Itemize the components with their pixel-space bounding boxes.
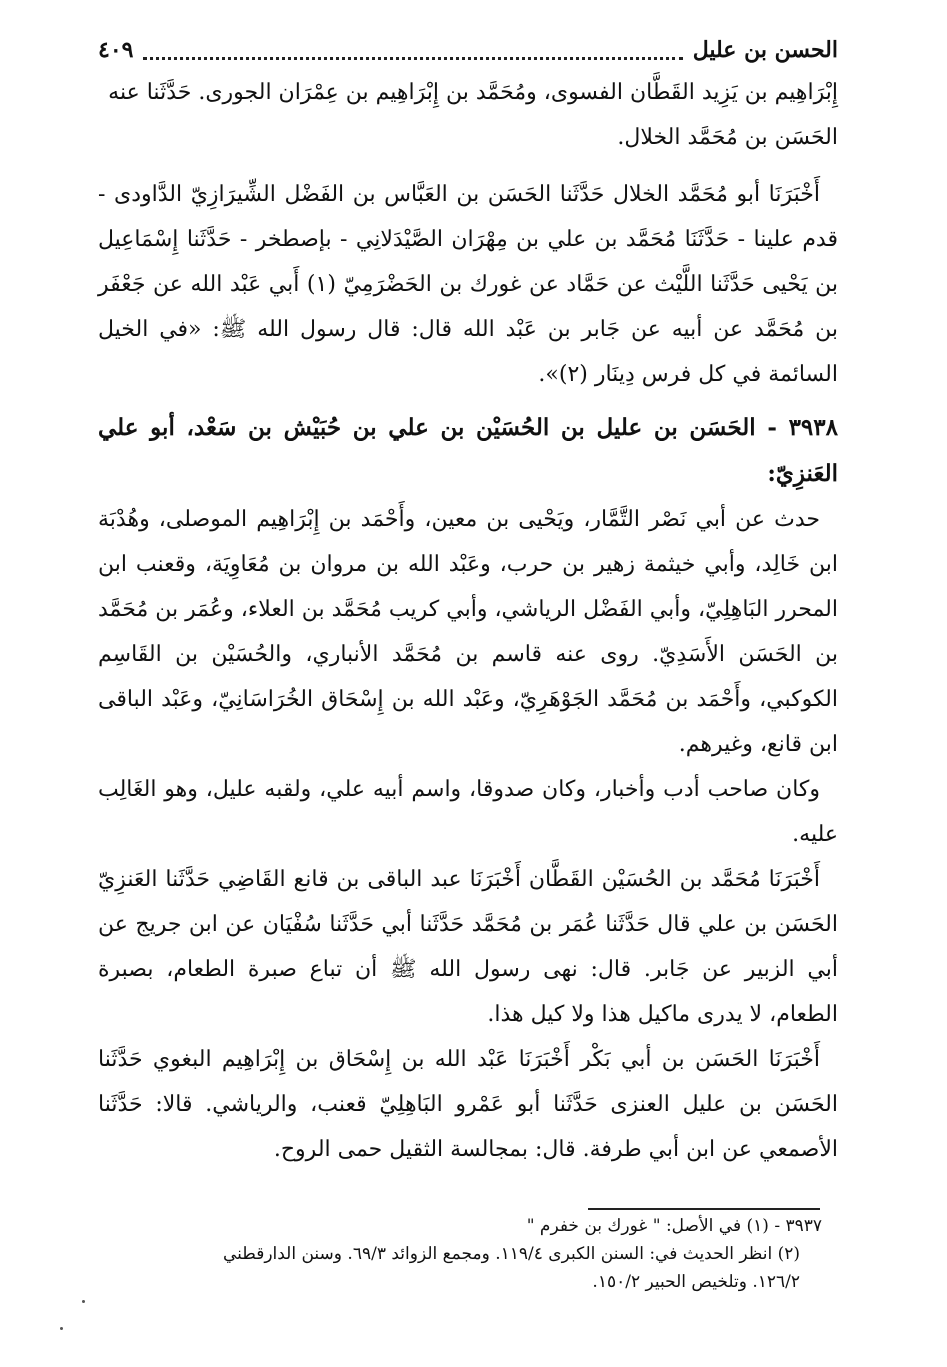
page-number: ٤٠٩ (98, 37, 134, 63)
paragraph-hadith-khayl: أَخْبَرَنَا أبو مُحَمَّد الخلال حَدَّثَنا الحَسَن بن العَبَّاس بن الفَضْل الشِّيرَازِيّ الدَّاودى - قدم علينا - حَدَّثَنَا مُحَمَّد بن علي بن مِهْرَان الصَّيْدَلانِي - بإصطخر - حَدَّثَنا إِسْمَاعِيل بن يَحْيى حَدَّثَنا اللَّيْث عن حَمَّاد عن غورك بن الحَضْرَمِيّ (١) أَبي عَبْد الله عن جَعْفَر بن مُحَمَّد عن أبيه عن جَابر بن عَبْد الله قال: قال رسول الله ﷺ: «في الخيل السائمة في كل فرس دِينَار (٢)». (98, 182, 838, 387)
book-page (98, 30, 838, 1172)
footnote-1: ٣٩٣٧ - (١) في الأصل: " غورك بن خفرم " (526, 1216, 822, 1236)
running-title: الحسن بن عليل (692, 37, 838, 63)
paragraph-continuation-line-1: إِبْرَاهِيم بن يَزِيد القَطَّان الفسوى، ومُحَمَّد بن إِبْرَاهِيم بن عِمْرَان الجورى. حَدَّثَنا عنه (108, 80, 838, 105)
paragraph-continuation-line-2: الحَسَن بن مُحَمَّد الخلال. (617, 125, 838, 150)
entry-heading-3938: ٣٩٣٨ - الحَسَن بن عليل بن الحُسَيْن بن علي بن حُبَيْش بن سَعْد، أبو علي العَنزِيّ: (98, 414, 838, 487)
running-header (98, 30, 838, 70)
footnote-2-line-2: ١٢٦/٢. وتلخيص الحبير ١٥٠/٢. (592, 1272, 800, 1292)
paragraph-hadith-subra: أَخْبَرَنَا مُحَمَّد بن الحُسَيْن القَطَّان أَخْبَرَنَا عبد الباقى بن قانع القَاضِي حَدَّثَنا العَنزِيّ الحَسَن بن علي قال حَدَّثَنا عُمَر بن مُحَمَّد حَدَّثَنا أبي حَدَّثَنا سُفْيَان عن ابن جريج عن أبي الزبير عن جَابر. قال: نهى رسول الله ﷺ أن تباع صبرة الطعام، بصبرة الطعام، لا يدرى ماكيل هذا ولا كيل هذا. (98, 867, 838, 1027)
scan-speck (82, 1300, 85, 1303)
paragraph-description: وكان صاحب أدب وأخبار، وكان صدوقا، واسم أبيه علي، ولقبه عليل، وهو الغَالِب عليه. (98, 777, 838, 847)
footnotes-block (70, 1212, 822, 1296)
paragraph-narrators: حدث عن أبي نَصْر التَّمَّار، ويَحْيى بن معين، وأَحْمَد بن إِبْرَاهِيم الموصلى، وهُدْبَة ابن خَالِد، وأبي خيثمة زهير بن حرب، وعَبْد الله بن مروان بن مُعَاوِيَة، وقعنب ابن المحرر البَاهِلِيّ، وأبي الفَضْل الرياشي، وأبي كريب مُحَمَّد بن العلاء، وعُمَر بن مُحَمَّد بن الحَسَن الأَسَدِيّ. روى عنه قاسم بن مُحَمَّد الأنباري، والحُسَيْن بن القَاسِم الكوكبي، وأَحْمَد بن مُحَمَّد الجَوْهَرِيّ، وعَبْد الله بن إِسْحَاق الخُرَاسَانِيّ، وعَبْد الباقى ابن قانع، وغيرهم. (98, 507, 838, 757)
footnote-separator-rule (588, 1208, 820, 1210)
paragraph-hadith-thaqil: أَخْبَرَنَا الحَسَن بن أبي بَكْر أَخْبَرَنَا عَبْد الله بن إِسْحَاق بن إِبْرَاهِيم البغوي حَدَّثَنا الحَسَن بن عليل العنزى حَدَّثَنا أبو عَمْرو البَاهِلِيّ قعنب، والرياشي. قالا: حَدَّثَنا الأصمعي عن ابن أبي طرفة. قال: بمجالسة الثقيل حمى الروح. (98, 1047, 838, 1162)
scan-speck (60, 1327, 63, 1330)
footnote-2-line-1: (٢) انظر الحديث في: السنن الكبرى ١١٩/٤. ومجمع الزوائد ٦٩/٣. وسنن الدارقطني (222, 1244, 800, 1264)
header-dot-leader (143, 56, 682, 60)
